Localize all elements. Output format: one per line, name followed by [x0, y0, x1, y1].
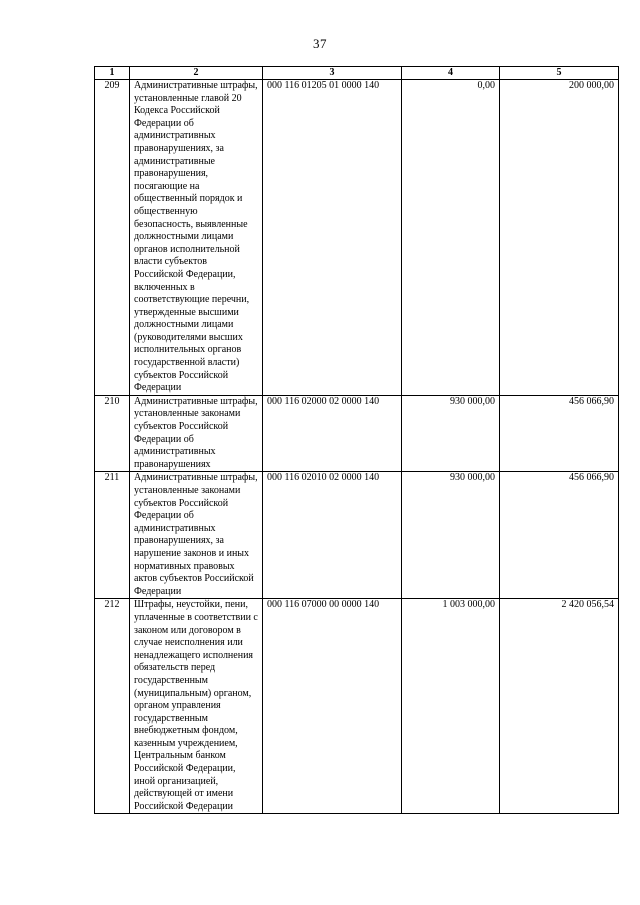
column-header-5: 5 [500, 67, 619, 80]
row-name: Административные штрафы, установленные законами субъектов Российской Федерации об административных правонарушениях, за нарушение законов и иных нормативных правовых актов субъектов Российской Федерации [130, 472, 263, 599]
table-row [95, 395, 619, 472]
table-row [95, 599, 619, 814]
page-number: 37 [313, 36, 327, 51]
row-plan: 930 000,00 [402, 395, 500, 472]
row-plan: 930 000,00 [402, 472, 500, 599]
row-plan: 0,00 [402, 80, 500, 396]
row-code: 000 116 01205 01 0000 140 [263, 80, 402, 396]
row-code: 000 116 02010 02 0000 140 [263, 472, 402, 599]
table-row [95, 80, 619, 396]
row-name: Административные штрафы, установленные законами субъектов Российской Федерации об административных правонарушениях [130, 395, 263, 472]
row-number: 209 [95, 80, 130, 396]
row-code: 000 116 02000 02 0000 140 [263, 395, 402, 472]
row-actual: 200 000,00 [500, 80, 619, 396]
row-number: 212 [95, 599, 130, 814]
row-actual: 456 066,90 [500, 472, 619, 599]
row-plan: 1 003 000,00 [402, 599, 500, 814]
column-header-1: 1 [95, 67, 130, 80]
column-header-3: 3 [263, 67, 402, 80]
column-header-2: 2 [130, 67, 263, 80]
row-name: Штрафы, неустойки, пени, уплаченные в соответствии с законом или договором в случае неисполнения или ненадлежащего исполнения обязательств перед государственным (муниципальным) органом, органом управления государственным внебюджетным фондом, казенным учреждением, Центральным банком Российской Федерации, иной организацией, действующей от имени Российской Федерации [130, 599, 263, 814]
header-row [95, 67, 619, 80]
row-actual: 2 420 056,54 [500, 599, 619, 814]
row-name: Административные штрафы, установленные главой 20 Кодекса Российской Федерации об административных правонарушениях, за административные правонарушения, посягающие на общественный порядок и общественную безопасность, выявленные должностными лицами органов исполнительной власти субъектов Российской Федерации, включенных в соответствующие перечни, утвержденные высшими должностными лицами (руководителями высших исполнительных органов государственной власти) субъектов Российской Федерации [130, 80, 263, 396]
column-header-4: 4 [402, 67, 500, 80]
revenue-table [94, 66, 619, 814]
table-row [95, 472, 619, 599]
row-number: 210 [95, 395, 130, 472]
row-number: 211 [95, 472, 130, 599]
row-code: 000 116 07000 00 0000 140 [263, 599, 402, 814]
row-actual: 456 066,90 [500, 395, 619, 472]
